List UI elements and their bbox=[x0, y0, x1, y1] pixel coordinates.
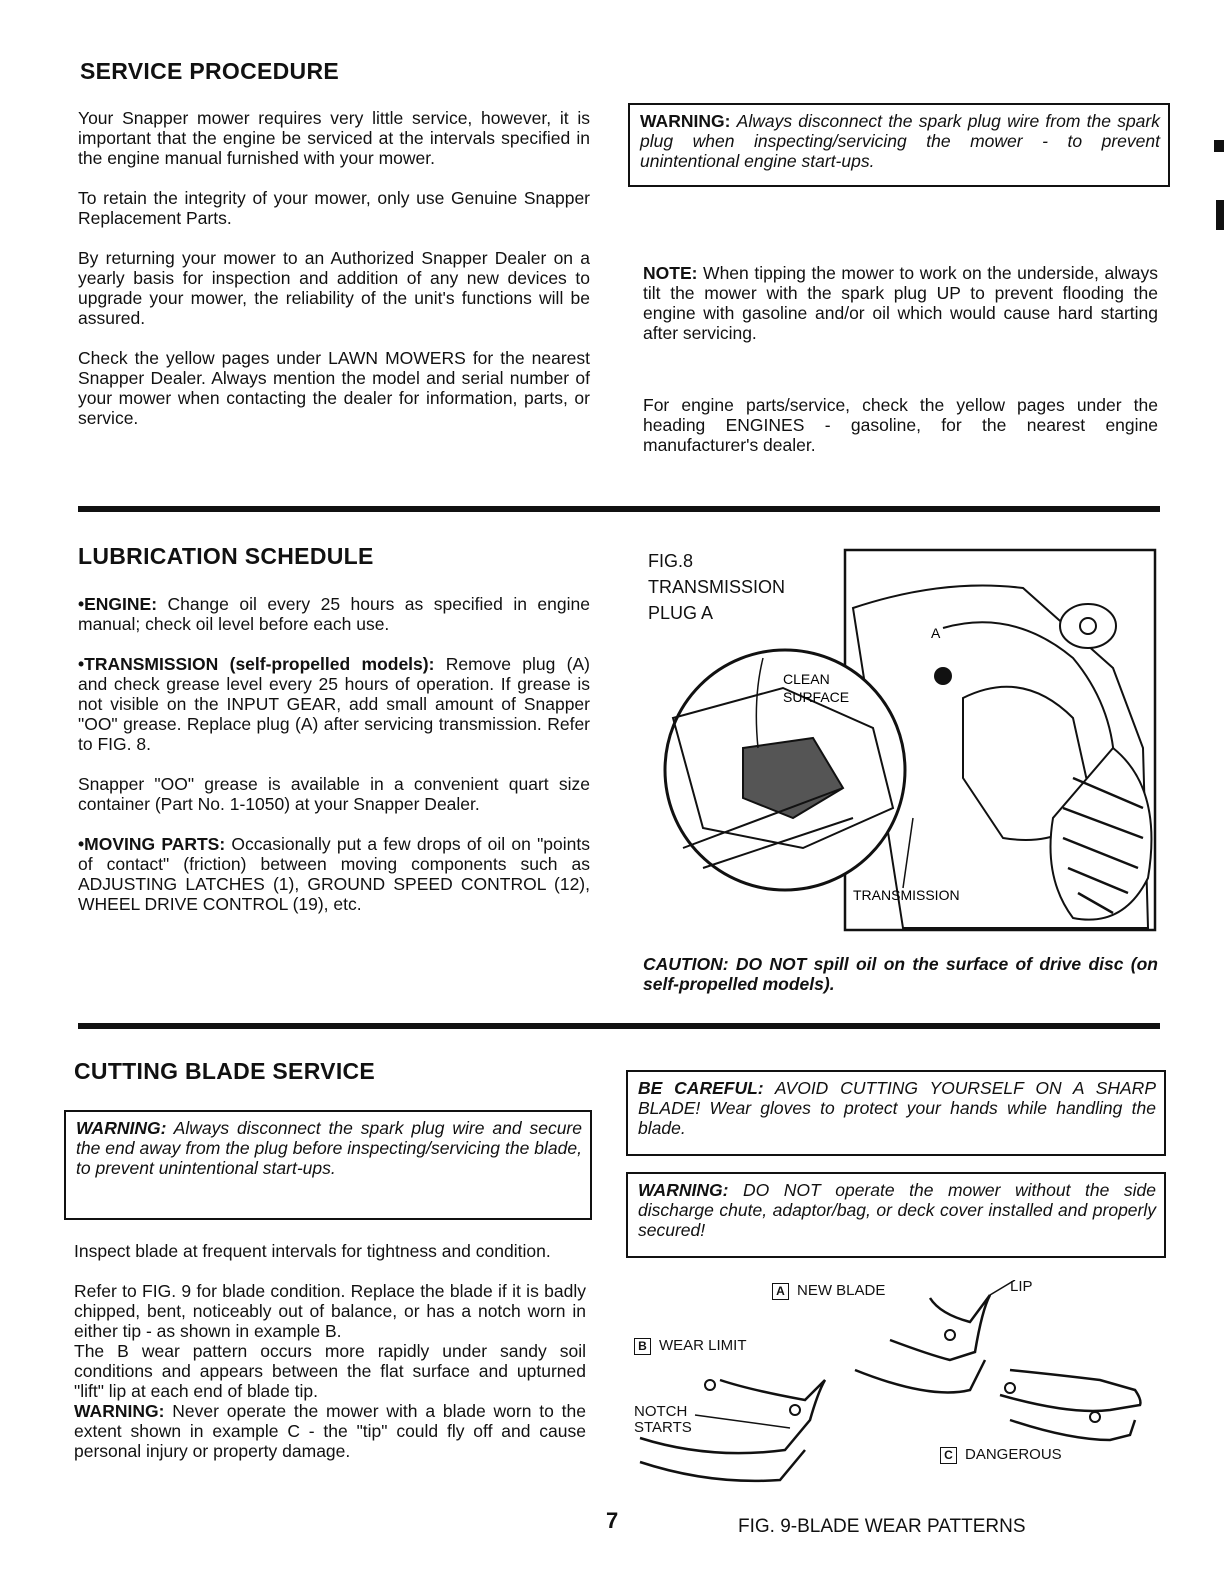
grease-paragraph: Snapper "OO" grease is available in a convenient quart size container (Part No. 1-1050) at your Snapper Dealer. bbox=[78, 774, 590, 814]
scan-mark-2 bbox=[1216, 200, 1224, 230]
fig9-starts-text: STARTS bbox=[634, 1419, 692, 1436]
fig9-notch-text: NOTCH bbox=[634, 1403, 688, 1420]
fig8-transmission-label: TRANSMISSION bbox=[853, 887, 960, 903]
blade-warning-text: Always disconnect the spark plug wire and secure the end away from the plug before inspecting/servicing the blade, to prevent unintentional start-ups. bbox=[76, 1118, 582, 1178]
service-paragraph-1: Your Snapper mower requires very little service, however, it is important that the engine be serviced at the intervals specified in the engine manual furnished with your mower. bbox=[78, 108, 590, 168]
caution-text: CAUTION: DO NOT spill oil on the surface of drive disc (on self-propelled models). bbox=[643, 954, 1158, 994]
service-paragraph-2: To retain the integrity of your mower, only use Genuine Snapper Replacement Parts. bbox=[78, 188, 590, 228]
blade-warning-box bbox=[64, 1110, 592, 1220]
blade-warning3-box bbox=[626, 1172, 1166, 1258]
transmission-text: Remove plug (A) and check grease level every 25 hours of operation. If grease is not visible on the INPUT GEAR, add small amount of Snapper "OO" grease. Replace plug (A) after servicing transmission. Refer to FIG. 8. bbox=[78, 654, 590, 754]
section-divider-2 bbox=[78, 1023, 1160, 1029]
fig9-wear-limit-text: WEAR LIMIT bbox=[659, 1337, 747, 1354]
fig9-box-b: B bbox=[634, 1338, 651, 1355]
blade-warning3-label: WARNING: bbox=[638, 1180, 729, 1200]
section-divider-1 bbox=[78, 506, 1160, 512]
service-right-column bbox=[643, 263, 1158, 455]
fig9-new-blade-label bbox=[772, 1282, 885, 1300]
service-procedure-heading: SERVICE PROCEDURE bbox=[80, 58, 340, 84]
fig8-transmission: TRANSMISSION bbox=[648, 577, 786, 597]
lubrication-left-column bbox=[78, 594, 590, 914]
fig8-plug: PLUG A bbox=[648, 603, 714, 623]
fig9-drawing bbox=[630, 1280, 1170, 1505]
fig9-dangerous-text: DANGEROUS bbox=[965, 1446, 1062, 1463]
blade-warning2-label: WARNING: bbox=[74, 1401, 165, 1421]
refer-paragraph: Refer to FIG. 9 for blade condition. Replace the blade if it is badly chipped, bent, noticeably out of balance, or has a notch worn in either tip - as shown in example B. bbox=[74, 1281, 586, 1341]
blade-left-column bbox=[74, 1241, 586, 1461]
scan-mark-1 bbox=[1214, 140, 1224, 152]
note-text: When tipping the mower to work on the underside, always tilt the mower with the spark plug UP to prevent flooding the engine with gasoline and/or oil which would cause hard starting after servicing. bbox=[643, 263, 1158, 343]
fig8-surface-label: SURFACE bbox=[783, 689, 850, 705]
fig8-clean-label: CLEAN bbox=[783, 671, 830, 687]
fig9-lip-label: LIP bbox=[1010, 1278, 1033, 1295]
lubrication-heading: LUBRICATION SCHEDULE bbox=[78, 543, 374, 569]
fig9-box-a: A bbox=[772, 1283, 789, 1300]
fig9-dangerous-label bbox=[940, 1446, 1062, 1464]
service-warning-box bbox=[628, 103, 1170, 187]
fig8-plug-a-label: A bbox=[931, 625, 941, 641]
service-paragraph-3: By returning your mower to an Authorized Snapper Dealer on a yearly basis for inspection and addition of any new devices to upgrade your mower, the reliability of the unit's functions will be assured. bbox=[78, 248, 590, 328]
warning-text: Always disconnect the spark plug wire from the spark plug when inspecting/servicing the mower - to prevent unintentional engine start-ups. bbox=[640, 111, 1160, 171]
fig8-illustration bbox=[643, 548, 1163, 936]
moving-parts-text: Occasionally put a few drops of oil on "points of contact" (friction) between moving components such as ADJUSTING LATCHES (1), GROUND SPEED CONTROL (12), WHEEL DRIVE CONTROL (19), etc. bbox=[78, 834, 590, 914]
fig9-box-c: C bbox=[940, 1447, 957, 1464]
engine-text: Change oil every 25 hours as specified in engine manual; check oil level before each use. bbox=[78, 594, 590, 634]
moving-parts-label: •MOVING PARTS: bbox=[78, 834, 226, 854]
warning-label: WARNING: bbox=[640, 111, 731, 131]
caution-note bbox=[643, 954, 1158, 994]
fig9-new-blade-text: NEW BLADE bbox=[797, 1282, 886, 1299]
service-left-column bbox=[78, 108, 590, 428]
page-number: 7 bbox=[606, 1508, 619, 1533]
be-careful-label: BE CAREFUL: bbox=[638, 1078, 764, 1098]
be-careful-box bbox=[626, 1070, 1166, 1156]
fig9-caption: FIG. 9-BLADE WEAR PATTERNS bbox=[738, 1516, 1026, 1537]
note-label: NOTE: bbox=[643, 263, 698, 283]
blade-warning-label: WARNING: bbox=[76, 1118, 167, 1138]
fig8-number: FIG.8 bbox=[648, 551, 694, 571]
blade-warning2-text: Never operate the mower with a blade worn to the extent shown in example C - the "tip" could fly off and cause personal injury or property damage. bbox=[74, 1401, 586, 1461]
service-paragraph-4: Check the yellow pages under LAWN MOWERS for the nearest Snapper Dealer. Always mention the model and serial number of your mower when contacting the dealer for information, parts, or service. bbox=[78, 348, 590, 428]
wear-pattern-paragraph: The B wear pattern occurs more rapidly under sandy soil conditions and appears between the flat surface and upturned "lift" lip at each end of blade tip. bbox=[74, 1341, 586, 1401]
be-careful-text: AVOID CUTTING YOURSELF ON A SHARP BLADE! Wear gloves to protect your hands while handling the blade. bbox=[638, 1078, 1156, 1138]
engine-label: •ENGINE: bbox=[78, 594, 158, 614]
blade-warning3-text: DO NOT operate the mower without the side discharge chute, adaptor/bag, or deck cover installed and properly secured! bbox=[638, 1180, 1156, 1240]
fig9-notch-starts-label bbox=[634, 1404, 692, 1436]
fig9-illustration bbox=[630, 1280, 1170, 1505]
blade-service-heading: CUTTING BLADE SERVICE bbox=[74, 1058, 376, 1084]
fig8-drawing bbox=[643, 548, 1163, 936]
transmission-label: •TRANSMISSION (self-propelled models): bbox=[78, 654, 435, 674]
fig9-wear-limit-label bbox=[634, 1337, 747, 1355]
engine-parts-paragraph: For engine parts/service, check the yellow pages under the heading ENGINES - gasoline, for the nearest engine manufacturer's dealer. bbox=[643, 395, 1158, 455]
inspect-paragraph: Inspect blade at frequent intervals for tightness and condition. bbox=[74, 1241, 551, 1261]
